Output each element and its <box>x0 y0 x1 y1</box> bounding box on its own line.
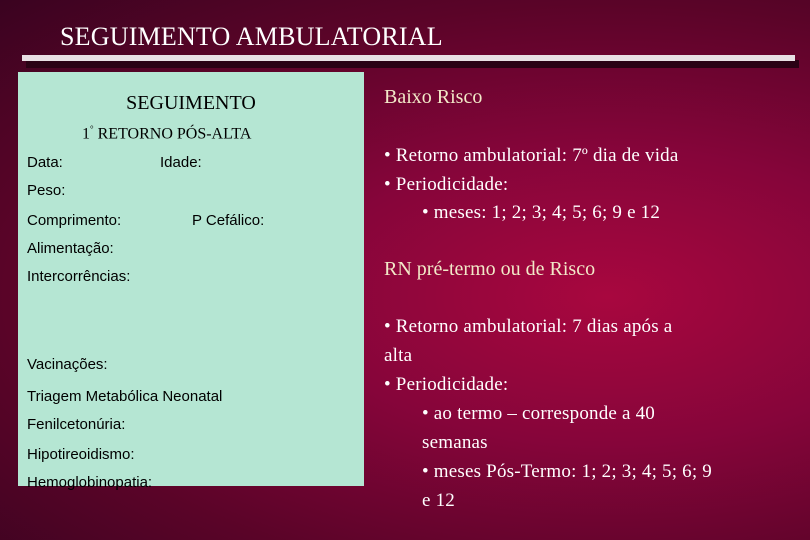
preterm-line-7: e 12 <box>422 490 455 511</box>
form-subheading <box>82 124 251 143</box>
preterm-heading: RN pré-termo ou de Risco <box>384 258 596 280</box>
field-alimentacao-label: Alimentação: <box>27 240 114 257</box>
form-heading: SEGUIMENTO <box>126 92 256 114</box>
preterm-line-2: alta <box>384 345 413 366</box>
preterm-line-4: • ao termo – corresponde a 40 <box>422 403 655 424</box>
field-hipotireoidismo-label: Hipotireoidismo: <box>27 446 135 463</box>
preterm-line-5: semanas <box>422 432 488 453</box>
low-risk-line-2: • Periodicidade: <box>384 174 509 195</box>
field-triagem-label: Triagem Metabólica Neonatal <box>27 388 223 405</box>
subheading-number: 1 <box>82 125 90 143</box>
field-intercorrencias-label: Intercorrências: <box>27 268 131 285</box>
field-hemoglobinopatia-label: Hemoglobinopatia: <box>27 474 153 491</box>
low-risk-line-1: • Retorno ambulatorial: 7º dia de vida <box>384 145 679 166</box>
field-pcefalico-label: P Cefálico: <box>192 212 265 229</box>
field-peso-label: Peso: <box>27 182 66 199</box>
slide-title: SEGUIMENTO AMBULATORIAL <box>60 22 443 51</box>
field-comprimento-label: Comprimento: <box>27 212 122 229</box>
field-data-label: Data: <box>27 154 63 171</box>
title-rule <box>22 55 795 61</box>
low-risk-heading: Baixo Risco <box>384 86 483 108</box>
title-rule-shadow <box>26 60 799 68</box>
field-vacinacoes-label: Vacinações: <box>27 356 108 373</box>
preterm-line-1: • Retorno ambulatorial: 7 dias após a <box>384 316 673 337</box>
subheading-degree: ° <box>90 124 94 134</box>
low-risk-line-3: • meses: 1; 2; 3; 4; 5; 6; 9 e 12 <box>422 202 661 223</box>
follow-up-form-panel <box>18 72 364 491</box>
field-fenilcetonuria-label: Fenilcetonúria: <box>27 416 126 433</box>
field-idade-label: Idade: <box>160 154 202 171</box>
subheading-text: RETORNO PÓS-ALTA <box>97 125 252 143</box>
preterm-line-3: • Periodicidade: <box>384 374 509 395</box>
preterm-line-6: • meses Pós-Termo: 1; 2; 3; 4; 5; 6; 9 <box>422 461 712 482</box>
